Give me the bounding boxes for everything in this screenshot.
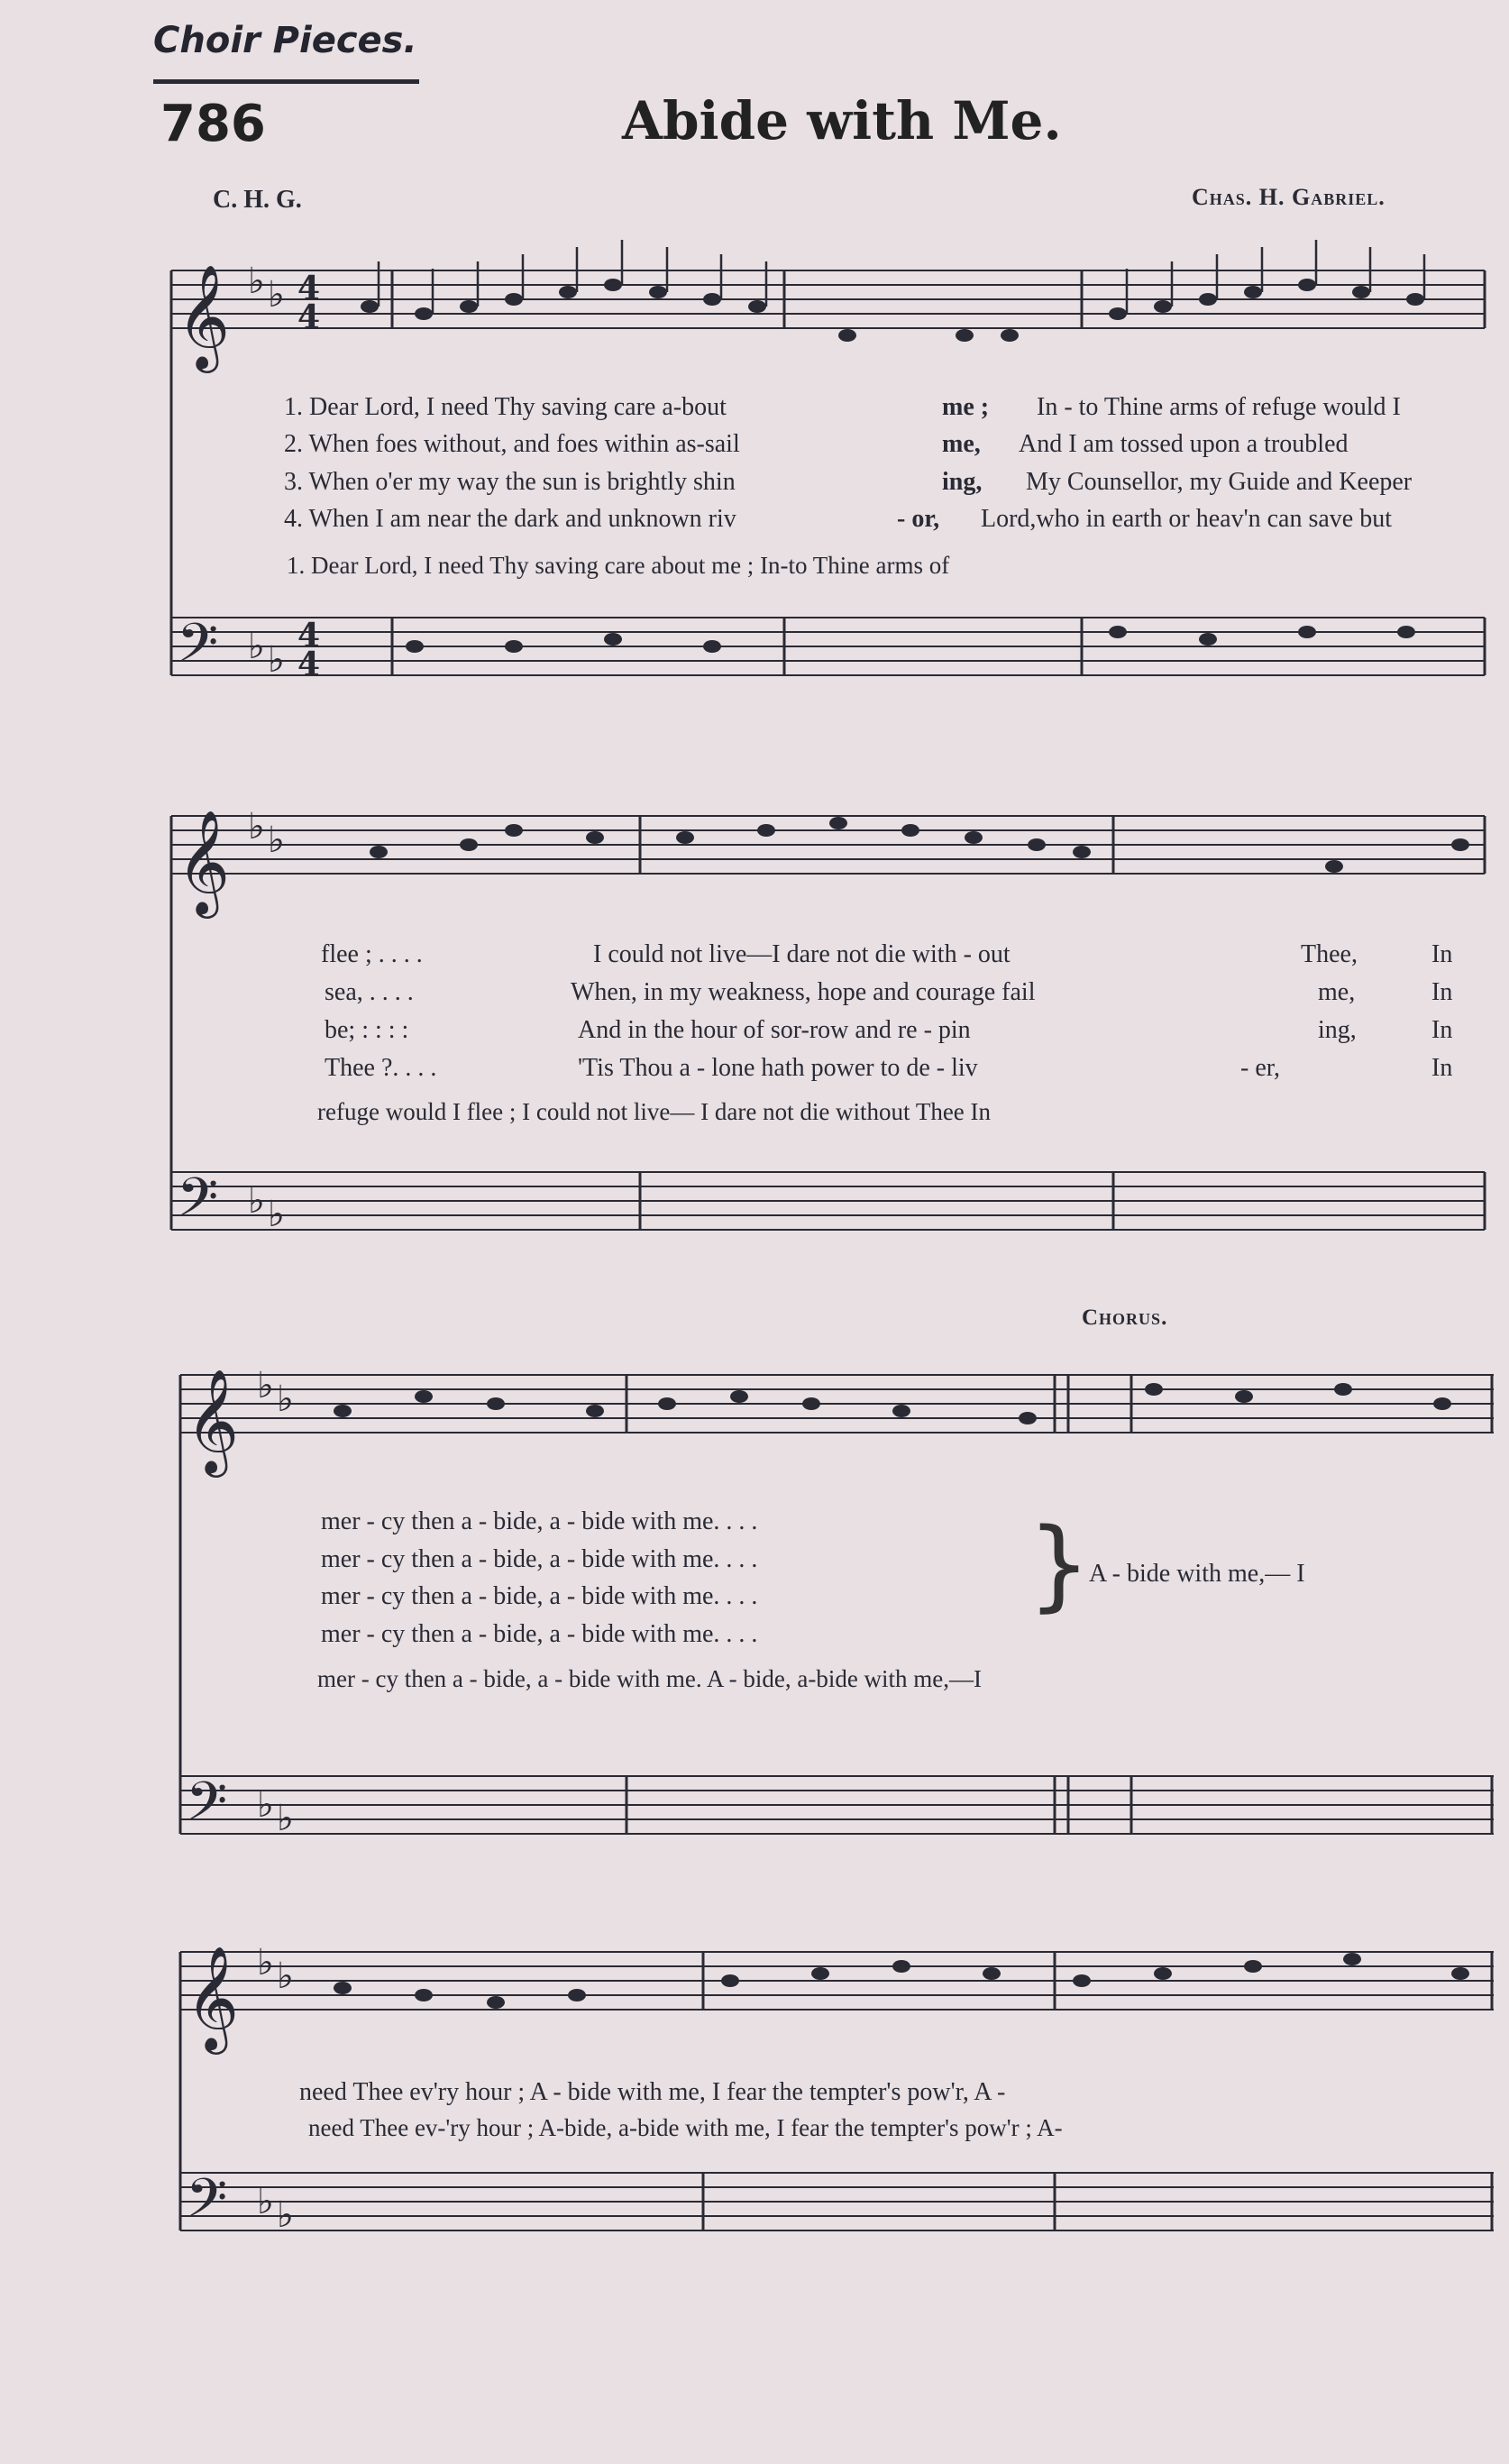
s1-verse3-a: 3. When o'er my way the sun is brightly shin: [284, 468, 736, 496]
svg-text:𝄢: 𝄢: [177, 1166, 219, 1241]
s2-verse1-d: In: [1431, 940, 1453, 968]
svg-text:♭: ♭: [257, 1365, 274, 1406]
svg-text:♭: ♭: [277, 1798, 294, 1839]
svg-text:♭: ♭: [277, 2194, 294, 2236]
svg-text:♭: ♭: [277, 1956, 294, 1997]
svg-text:𝄢: 𝄢: [186, 2166, 228, 2242]
system-1-bass: [171, 618, 1485, 675]
s2-verse2-a: sea, . . . .: [325, 978, 414, 1006]
s2-verse1-c: Thee,: [1301, 940, 1358, 968]
svg-text:♭: ♭: [257, 1942, 274, 1983]
svg-text:♭: ♭: [248, 261, 265, 302]
s3-verse3: mer - cy then a - bide, a - bide with me. . . .: [321, 1582, 758, 1610]
svg-text:♭: ♭: [268, 1194, 285, 1235]
s2-verse4-d: In: [1431, 1054, 1453, 1082]
composer-credit: Chas. H. Gabriel.: [1192, 184, 1386, 210]
system-3-bass: [180, 1776, 1494, 1834]
svg-text:4: 4: [297, 617, 321, 655]
svg-text:𝄞: 𝄞: [177, 263, 231, 369]
svg-text:♭: ♭: [268, 274, 285, 316]
system-1-treble: [171, 270, 1485, 328]
system-2-treble: [171, 816, 1485, 874]
system-4-treble: [180, 1952, 1494, 2010]
verse-brace: }: [1028, 1507, 1091, 1622]
s1-verse2-a: 2. When foes without, and foes within as-sail: [284, 430, 740, 458]
chorus-label: Chorus.: [1082, 1305, 1168, 1330]
s2-verse4-c: - er,: [1240, 1054, 1280, 1082]
s2-verse2-b: When, in my weakness, hope and courage fail: [571, 978, 1036, 1006]
s4-bass-words: need Thee ev-'ry hour ; A-bide, a-bide with me, I fear the tempter's pow'r ; A-: [308, 2114, 1063, 2141]
s2-verse3-d: In: [1431, 1016, 1453, 1044]
svg-text:𝄢: 𝄢: [177, 611, 219, 687]
svg-text:♭: ♭: [257, 2181, 274, 2222]
s4-soprano-words: need Thee ev'ry hour ; A - bide with me, I fear the tempter's pow'r, A -: [299, 2078, 1006, 2106]
s3-verse2: mer - cy then a - bide, a - bide with me. . . .: [321, 1545, 758, 1573]
s1-verse2-b: me,: [942, 430, 981, 458]
svg-text:𝄞: 𝄞: [186, 1368, 240, 1473]
svg-text:♭: ♭: [257, 1784, 274, 1826]
system-2-bass: [171, 1172, 1485, 1230]
s2-verse3-a: be; : : : :: [325, 1016, 409, 1044]
svg-text:♭: ♭: [268, 639, 285, 681]
s2-verse2-d: In: [1431, 978, 1453, 1006]
svg-text:4: 4: [297, 646, 321, 683]
svg-text:♭: ♭: [277, 1379, 294, 1420]
s2-verse3-b: And in the hour of sor-row and re - pin: [578, 1016, 971, 1044]
s1-verse4-b: - or,: [897, 505, 940, 533]
svg-text:4: 4: [297, 270, 321, 307]
s1-verse4-a: 4. When I am near the dark and unknown riv: [284, 505, 736, 533]
svg-text:♭: ♭: [248, 626, 265, 667]
s1-verse3-c: My Counsellor, my Guide and Keeper: [1026, 468, 1413, 496]
system-3-treble: [180, 1375, 1494, 1433]
s2-verse2-c: me,: [1318, 978, 1356, 1006]
section-heading: Choir Pieces.: [153, 20, 417, 61]
s1-verse3-b: ing,: [942, 468, 983, 496]
s3-verse1: mer - cy then a - bide, a - bide with me. . . .: [321, 1507, 758, 1535]
hymn-title: Abide with Me.: [622, 90, 1062, 151]
svg-text:𝄞: 𝄞: [177, 809, 231, 914]
svg-text:4: 4: [297, 298, 321, 336]
s2-verse4-a: Thee ?. . . .: [325, 1054, 437, 1082]
author-initials: C. H. G.: [213, 186, 302, 214]
s3-bass-words: mer - cy then a - bide, a - bide with me. A - bide, a-bide with me,—I: [317, 1665, 983, 1692]
s2-verse3-c: ing,: [1318, 1016, 1357, 1044]
s2-verse4-b: 'Tis Thou a - lone hath power to de - liv: [578, 1054, 978, 1082]
svg-text:𝄢: 𝄢: [186, 1770, 228, 1846]
s1-verse1-b: me ;: [942, 393, 990, 421]
svg-text:♭: ♭: [248, 806, 265, 847]
svg-text:𝄞: 𝄞: [186, 1945, 240, 2050]
s2-verse1-b: I could not live—I dare not die with - out: [593, 940, 1011, 968]
s3-chorus-text: A - bide with me,— I: [1089, 1560, 1305, 1588]
system-4-bass: [180, 2173, 1494, 2230]
s1-verse1-c: In - to Thine arms of refuge would I: [1037, 393, 1401, 421]
s1-verse4-c: Lord,who in earth or heav'n can save but: [981, 505, 1392, 533]
s1-verse1-a: 1. Dear Lord, I need Thy saving care a-bout: [284, 393, 727, 421]
s1-bass-words: 1. Dear Lord, I need Thy saving care about me ; In-to Thine arms of: [287, 552, 950, 579]
s2-verse1-a: flee ; . . . .: [321, 940, 423, 968]
svg-text:♭: ♭: [268, 820, 285, 861]
svg-text:♭: ♭: [248, 1180, 265, 1222]
s1-verse2-c: And I am tossed upon a troubled: [1019, 430, 1349, 458]
s3-verse4: mer - cy then a - bide, a - bide with me. . . .: [321, 1620, 758, 1648]
s2-bass-words: refuge would I flee ; I could not live— I dare not die without Thee In: [317, 1098, 992, 1125]
hymn-number: 786: [160, 95, 266, 153]
